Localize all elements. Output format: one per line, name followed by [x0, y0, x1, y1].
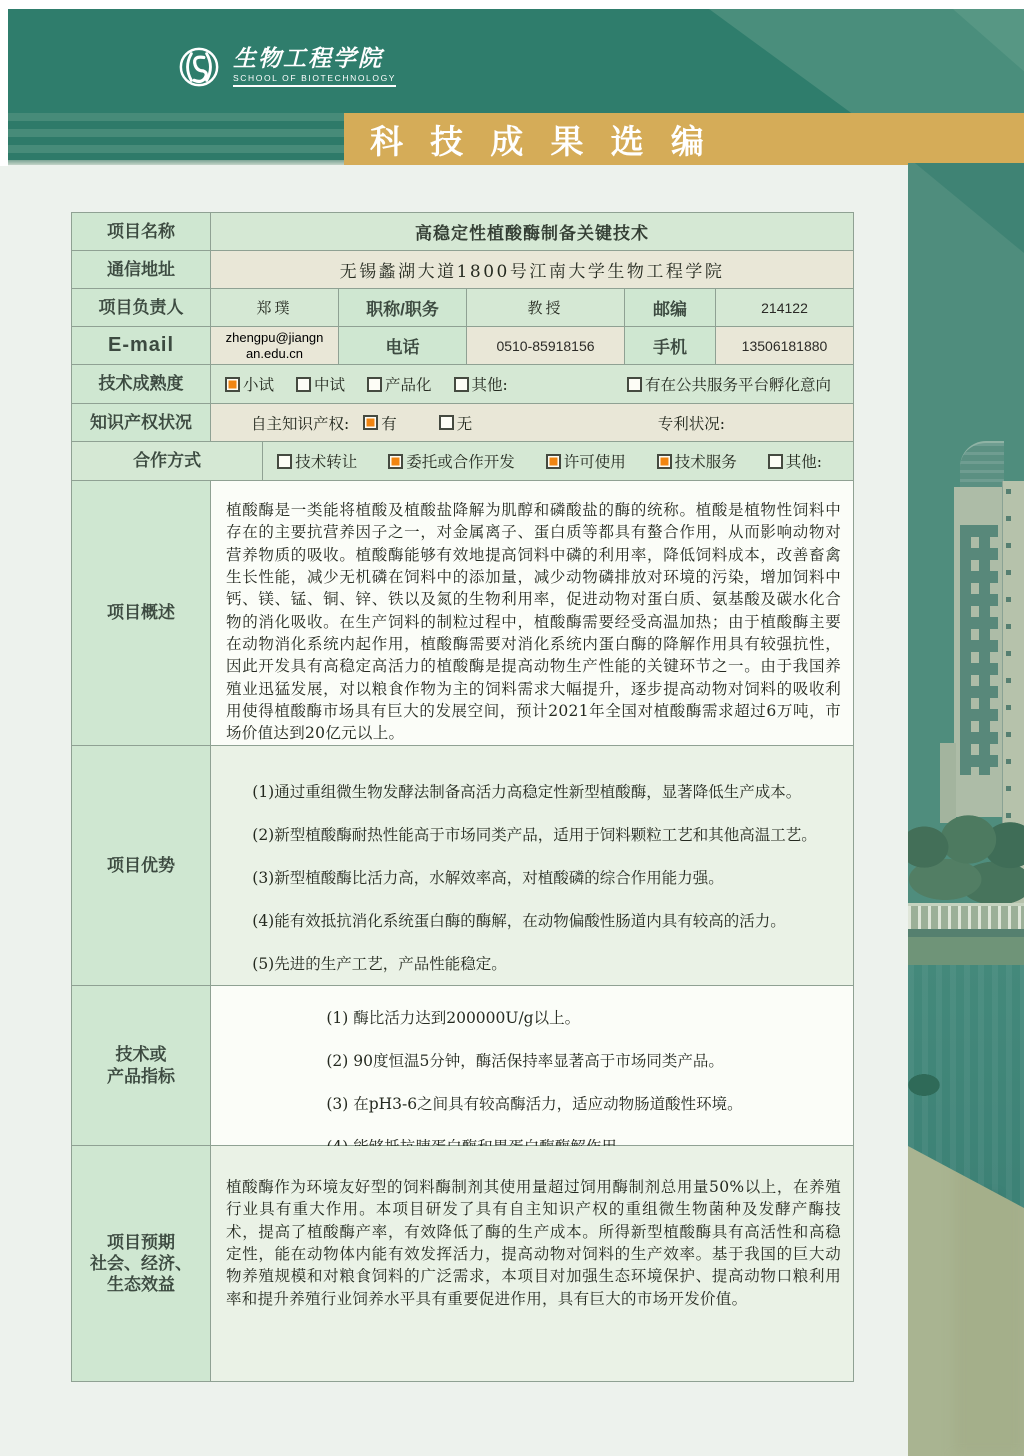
table-row-benefits	[72, 1146, 853, 1381]
school-name-en: SCHOOL OF BIOTECHNOLOGY	[233, 73, 396, 87]
gold-banner	[344, 113, 1024, 165]
maturity-label: 技术成熟度	[72, 365, 211, 403]
project-name-value: 高稳定性植酸酶制备关键技术	[211, 213, 853, 250]
checkbox-icon	[768, 454, 783, 469]
leader-value: 郑璞	[211, 289, 339, 326]
list-item: (4)能有效抵抗消化系统蛋白酶的酶解，在动物偏酸性肠道内具有较高的活力。	[252, 911, 786, 930]
table-row-email	[72, 327, 853, 365]
page-title: 科 技 成 果 选 编	[370, 122, 713, 160]
leader-label: 项目负责人	[72, 289, 211, 326]
benefits-label: 项目预期 社会、经济、 生态效益	[72, 1146, 211, 1381]
checkbox-icon	[439, 415, 454, 430]
project-name-label: 项目名称	[72, 213, 211, 250]
checkbox-checked-icon	[388, 454, 403, 469]
list-item: (1)通过重组微生物发酵法制备高活力高稳定性新型植酸酶，显著降低生产成本。	[252, 783, 802, 801]
email-label: E-mail	[72, 327, 211, 364]
photo-trees	[908, 811, 1024, 906]
stripe-decoration	[8, 113, 344, 165]
checkbox-option: 技术服务	[657, 450, 737, 472]
table-row-advantages	[72, 746, 853, 986]
left-margin	[0, 0, 8, 166]
indicators-cell	[211, 986, 853, 1145]
list-item: (5)先进的生产工艺，产品性能稳定。	[252, 954, 507, 973]
cooperation-label: 合作方式	[72, 442, 263, 480]
checkbox-checked-icon	[546, 454, 561, 469]
checkbox-option-incubation: 有在公共服务平台孵化意向	[627, 373, 831, 395]
header-banner	[8, 9, 1024, 113]
patent-status-label: 专利状况:	[657, 414, 725, 433]
benefits-text: 植酸酶作为环境友好型的饲料酶制剂其使用量超过饲用酶制剂总用量50%以上，在养殖行业具有重大作用。本项目研发了具有自主知识产权的重组微生物菌种及发酵产酶技术，提高了植酸酶产率，有效降低了酶的生产成本。所得新型植酸酶具有高活性和高稳定性，能在动物体内能有效发挥活力，提高动物对饲料的生产效率。基于我国的巨大动物养殖规模和对粮食饲料的广泛需求，本项目对加强生态环境保护、提高动物口粮利用率和提升养殖行业饲养水平具有重要促进作用，具有巨大的市场开发价值。	[226, 1178, 841, 1308]
email-value: zhengpu@jiangnan.edu.cn	[211, 327, 339, 364]
checkbox-option: 产品化	[367, 373, 432, 395]
title-value: 教授	[467, 289, 625, 326]
photo-building-windows	[960, 525, 998, 775]
list-item: (3) 在pH3-6之间具有较高酶活力，适应动物肠道酸性环境。	[326, 1094, 743, 1113]
school-logo-icon	[178, 46, 220, 88]
phone-label: 电话	[339, 327, 467, 364]
school-name-cn: 生物工程学院	[233, 44, 383, 72]
table-row-overview	[72, 481, 853, 746]
table-row-project-name	[72, 213, 853, 251]
checkbox-icon	[277, 454, 292, 469]
photo-sky-shape	[908, 163, 1024, 253]
top-margin	[0, 0, 1024, 9]
school-logo	[178, 46, 396, 88]
table-row-leader	[72, 289, 853, 327]
list-item: (2) 90度恒温5分钟，酶活保持率显著高于市场同类产品。	[326, 1051, 724, 1070]
photo-building	[954, 487, 1004, 817]
maturity-options	[211, 365, 853, 403]
checkbox-icon	[627, 377, 642, 392]
list-item: (1) 酶比活力达到200000U/g以上。	[326, 1009, 581, 1027]
phone-value: 0510-85918156	[467, 327, 625, 364]
benefits-cell	[211, 1146, 853, 1381]
table-row-ip	[72, 404, 853, 442]
mobile-value: 13506181880	[716, 327, 853, 364]
checkbox-option: 技术转让	[277, 450, 357, 472]
table-row-address	[72, 251, 853, 289]
photo-bridge-railing	[908, 903, 1024, 929]
checkbox-option: 无	[439, 412, 473, 434]
mobile-label: 手机	[625, 327, 716, 364]
photo-lake-bank	[908, 937, 1024, 965]
checkbox-option: 有	[363, 412, 397, 434]
list-item: (3)新型植酸酶比活力高，水解效率高，对植酸磷的综合作用能力强。	[252, 868, 724, 887]
photo-building-crown	[960, 441, 1004, 493]
overview-cell	[211, 481, 853, 745]
advantages-list	[237, 746, 826, 997]
checkbox-option: 委托或合作开发	[388, 450, 515, 472]
checkbox-option: 其他:	[454, 373, 508, 395]
campus-photo-strip	[908, 163, 1024, 1456]
overview-text: 植酸酶是一类能将植酸及植酸盐降解为肌醇和磷酸盐的酶的统称。植酸是植物性饲料中存在的主要抗营养因子之一，对金属离子、蛋白质等都具有螯合作用，从而影响动物对营养物质的吸收。植酸酶能够有效地提高饲料中磷的利用率，降低饲料成本，改善畜禽生长性能，减少无机磷在饲料中的添加量，减少动物磷排放对环境的污染，增加饲料中钙、镁、锰、铜、锌、铁以及氮的生物利用率，促进动物对蛋白质、氨基酸及碳水化合物的消化吸收。在生产饲料的制粒过程中，植酸酶需要经受高温加热；由于植酸酶主要在动物消化系统内起作用，植酸酶需要对消化系统内蛋白酶的降解作用具有较强抗性，因此开发具有高稳定高活力的植酸酶是提高动物生产性能的关键环节之一。由于我国养殖业迅猛发展，对以粮食作物为主的饲料需求大幅提升，逐步提高动物对饲料的吸收利用使得植酸酶市场具有巨大的发展空间，预计2021年全国对植酸酶需求超过6万吨，市场价值达到20亿元以上。	[226, 501, 841, 743]
checkbox-checked-icon	[225, 377, 240, 392]
ip-label: 知识产权状况	[72, 404, 211, 441]
checkbox-icon	[454, 377, 469, 392]
ip-prefix: 自主知识产权:	[251, 414, 350, 433]
advantages-label: 项目优势	[72, 746, 211, 985]
header-diagonal-shape	[8, 9, 1024, 113]
checkbox-option: 中试	[296, 373, 345, 395]
table-row-maturity	[72, 365, 853, 404]
address-label: 通信地址	[72, 251, 211, 288]
checkbox-option: 许可使用	[546, 450, 626, 472]
zip-value: 214122	[716, 289, 853, 326]
zip-label: 邮编	[625, 289, 716, 326]
title-band	[8, 113, 1024, 165]
ip-options	[211, 404, 853, 441]
list-item: (2)新型植酸酶耐热性能高于市场同类产品，适用于饲料颗粒工艺和其他高温工艺。	[252, 825, 817, 844]
table-row-indicators	[72, 986, 853, 1146]
checkbox-option: 小试	[225, 373, 274, 395]
overview-label: 项目概述	[72, 481, 211, 745]
checkbox-checked-icon	[363, 415, 378, 430]
photo-tree-overhang	[908, 1063, 950, 1107]
project-info-table	[71, 212, 854, 1382]
advantages-cell	[211, 746, 853, 985]
checkbox-icon	[296, 377, 311, 392]
checkbox-option: 其他:	[768, 450, 822, 472]
checkbox-icon	[367, 377, 382, 392]
title-label: 职称/职务	[339, 289, 467, 326]
table-row-cooperation	[72, 442, 853, 481]
cooperation-options	[263, 442, 853, 480]
checkbox-checked-icon	[657, 454, 672, 469]
address-value: 无锡蠡湖大道1800号江南大学生物工程学院	[211, 251, 853, 288]
indicators-label: 技术或 产品指标	[72, 986, 211, 1145]
